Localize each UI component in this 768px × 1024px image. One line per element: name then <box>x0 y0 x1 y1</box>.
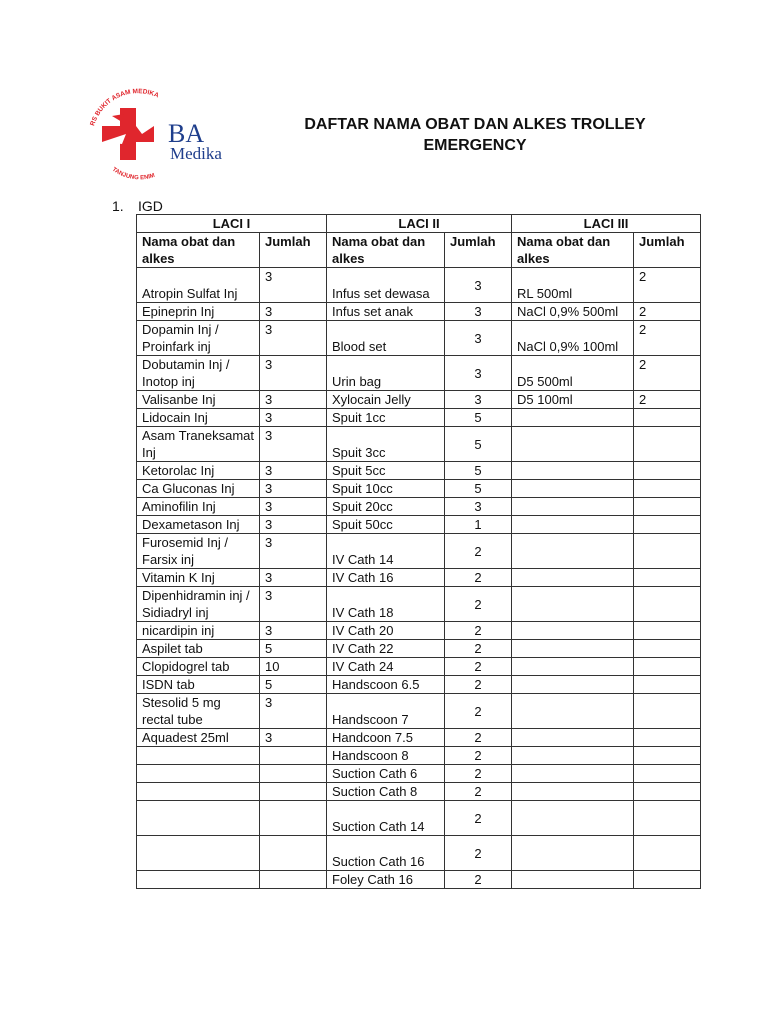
laci-3-item-name <box>512 676 634 694</box>
logo-seal-top: RS BUKIT ASAM MEDIKA <box>89 88 160 127</box>
laci-3-item-qty <box>634 729 701 747</box>
svg-text:TANJUNG ENIM <box>111 167 156 182</box>
laci-3-header: LACI III <box>512 215 701 233</box>
laci-2-item-qty: 3 <box>445 391 512 409</box>
laci-3-item-name <box>512 640 634 658</box>
laci-3-item-qty: 2 <box>634 268 701 303</box>
laci-2-name-header: Nama obat dan alkes <box>327 233 445 268</box>
table-row <box>137 498 701 516</box>
laci-1-item-name: Dobutamin Inj / Inotop inj <box>137 356 260 391</box>
laci-2-item-qty: 2 <box>445 729 512 747</box>
table-row <box>137 640 701 658</box>
laci-1-item-qty: 3 <box>260 480 327 498</box>
table-row <box>137 268 701 303</box>
laci-2-item-name: Infus set anak <box>327 303 445 321</box>
laci-1-item-name: Aquadest 25ml <box>137 729 260 747</box>
laci-3-item-qty <box>634 587 701 622</box>
laci-1-item-name: Lidocain Inj <box>137 409 260 427</box>
laci-3-item-qty <box>634 516 701 534</box>
table-row <box>137 587 701 622</box>
laci-3-qty-header: Jumlah <box>634 233 701 268</box>
laci-1-item-name: Aspilet tab <box>137 640 260 658</box>
laci-2-item-name: Blood set <box>327 321 445 356</box>
laci-2-item-name: Handcoon 7.5 <box>327 729 445 747</box>
laci-2-item-qty: 5 <box>445 409 512 427</box>
laci-3-item-qty <box>634 498 701 516</box>
laci-3-item-qty <box>634 658 701 676</box>
laci-2-item-name: Handscoon 7 <box>327 694 445 729</box>
laci-1-item-name: nicardipin inj <box>137 622 260 640</box>
laci-1-qty-header: Jumlah <box>260 233 327 268</box>
laci-1-item-qty <box>260 765 327 783</box>
laci-1-header: LACI I <box>137 215 327 233</box>
laci-2-item-qty: 2 <box>445 622 512 640</box>
table-row <box>137 694 701 729</box>
laci-1-item-qty: 3 <box>260 356 327 391</box>
laci-1-item-name: Asam Traneksamat Inj <box>137 427 260 462</box>
title-line-1: DAFTAR NAMA OBAT DAN ALKES TROLLEY <box>304 116 646 133</box>
laci-3-item-qty <box>634 801 701 836</box>
laci-1-item-name: Dipenhidramin inj / Sidiadryl inj <box>137 587 260 622</box>
laci-1-item-name: Stesolid 5 mg rectal tube <box>137 694 260 729</box>
laci-2-item-name: Foley Cath 16 <box>327 871 445 889</box>
laci-2-item-name: Urin bag <box>327 356 445 391</box>
laci-1-item-qty: 3 <box>260 587 327 622</box>
table-row <box>137 321 701 356</box>
laci-3-item-name <box>512 569 634 587</box>
laci-1-item-qty: 3 <box>260 534 327 569</box>
laci-2-item-name: Handscoon 8 <box>327 747 445 765</box>
table-row <box>137 516 701 534</box>
laci-3-item-qty <box>634 534 701 569</box>
laci-2-item-qty: 3 <box>445 321 512 356</box>
laci-2-item-name: Spuit 20cc <box>327 498 445 516</box>
laci-2-item-name: Suction Cath 8 <box>327 783 445 801</box>
table-row <box>137 462 701 480</box>
laci-3-item-qty <box>634 462 701 480</box>
title-line-2: EMERGENCY <box>423 137 527 154</box>
laci-1-item-qty: 3 <box>260 516 327 534</box>
table-row <box>137 783 701 801</box>
table-row <box>137 569 701 587</box>
laci-3-item-qty <box>634 676 701 694</box>
laci-1-item-name: Ca Gluconas Inj <box>137 480 260 498</box>
laci-2-item-qty: 2 <box>445 569 512 587</box>
laci-1-item-name: Dopamin Inj / Proinfark inj <box>137 321 260 356</box>
laci-3-item-qty <box>634 480 701 498</box>
laci-3-item-name <box>512 516 634 534</box>
laci-3-item-name <box>512 427 634 462</box>
laci-2-item-name: Spuit 10cc <box>327 480 445 498</box>
laci-3-item-name <box>512 783 634 801</box>
laci-2-item-qty: 2 <box>445 694 512 729</box>
laci-3-item-qty <box>634 836 701 871</box>
table-row <box>137 480 701 498</box>
table-row <box>137 747 701 765</box>
table-row <box>137 765 701 783</box>
laci-1-item-qty: 3 <box>260 622 327 640</box>
laci-1-name-header: Nama obat dan alkes <box>137 233 260 268</box>
laci-3-item-qty <box>634 783 701 801</box>
laci-2-item-qty: 1 <box>445 516 512 534</box>
laci-3-item-name <box>512 409 634 427</box>
laci-1-item-name: ISDN tab <box>137 676 260 694</box>
laci-3-item-name: RL 500ml <box>512 268 634 303</box>
laci-3-item-qty <box>634 622 701 640</box>
laci-2-item-qty: 5 <box>445 462 512 480</box>
laci-2-item-name: Spuit 50cc <box>327 516 445 534</box>
laci-1-item-qty: 3 <box>260 427 327 462</box>
page-title <box>270 114 680 156</box>
laci-2-item-name: Suction Cath 14 <box>327 801 445 836</box>
laci-2-item-qty: 3 <box>445 356 512 391</box>
laci-2-item-qty: 2 <box>445 783 512 801</box>
laci-2-item-name: IV Cath 16 <box>327 569 445 587</box>
laci-3-item-name <box>512 747 634 765</box>
laci-3-item-qty: 2 <box>634 391 701 409</box>
table-row <box>137 676 701 694</box>
laci-3-item-qty <box>634 640 701 658</box>
laci-1-item-name: Furosemid Inj / Farsix inj <box>137 534 260 569</box>
laci-2-item-qty: 2 <box>445 747 512 765</box>
laci-1-item-name: Atropin Sulfat Inj <box>137 268 260 303</box>
laci-2-item-qty: 2 <box>445 640 512 658</box>
laci-3-name-header: Nama obat dan alkes <box>512 233 634 268</box>
laci-1-item-qty <box>260 801 327 836</box>
laci-1-item-qty: 5 <box>260 676 327 694</box>
inventory-table <box>136 214 701 889</box>
laci-3-item-name <box>512 622 634 640</box>
table-row <box>137 356 701 391</box>
laci-3-item-qty: 2 <box>634 303 701 321</box>
laci-2-item-name: IV Cath 24 <box>327 658 445 676</box>
table-row <box>137 871 701 889</box>
laci-1-item-name <box>137 801 260 836</box>
laci-1-item-name: Ketorolac Inj <box>137 462 260 480</box>
laci-3-item-name <box>512 480 634 498</box>
laci-1-item-name: Valisanbe Inj <box>137 391 260 409</box>
laci-2-item-qty: 2 <box>445 871 512 889</box>
laci-2-header: LACI II <box>327 215 512 233</box>
section-number: 1. <box>112 198 124 214</box>
laci-1-item-name <box>137 783 260 801</box>
inventory-rows <box>137 268 701 889</box>
table-row <box>137 836 701 871</box>
laci-2-item-qty: 3 <box>445 268 512 303</box>
laci-3-item-name <box>512 658 634 676</box>
laci-2-item-qty: 3 <box>445 498 512 516</box>
laci-1-item-qty <box>260 836 327 871</box>
laci-2-item-qty: 2 <box>445 765 512 783</box>
table-row <box>137 801 701 836</box>
laci-3-item-name <box>512 836 634 871</box>
laci-3-item-name: NaCl 0,9% 500ml <box>512 303 634 321</box>
section-heading <box>112 198 163 214</box>
laci-3-item-qty <box>634 747 701 765</box>
laci-2-item-qty: 2 <box>445 836 512 871</box>
laci-1-item-qty: 3 <box>260 409 327 427</box>
laci-1-item-name: Dexametason Inj <box>137 516 260 534</box>
table-row <box>137 658 701 676</box>
laci-2-item-name: IV Cath 14 <box>327 534 445 569</box>
laci-2-item-name: Handscoon 6.5 <box>327 676 445 694</box>
laci-1-item-qty: 3 <box>260 303 327 321</box>
laci-2-item-qty: 5 <box>445 427 512 462</box>
laci-1-item-qty <box>260 871 327 889</box>
laci-1-item-name <box>137 747 260 765</box>
laci-1-item-qty <box>260 783 327 801</box>
table-row <box>137 427 701 462</box>
table-row <box>137 303 701 321</box>
laci-2-item-qty: 2 <box>445 658 512 676</box>
laci-3-item-name: NaCl 0,9% 100ml <box>512 321 634 356</box>
laci-2-item-qty: 2 <box>445 676 512 694</box>
laci-2-item-qty: 2 <box>445 534 512 569</box>
laci-1-item-name <box>137 871 260 889</box>
laci-3-item-qty <box>634 694 701 729</box>
section-label: IGD <box>138 198 163 214</box>
laci-2-item-qty: 2 <box>445 587 512 622</box>
laci-1-item-qty: 3 <box>260 729 327 747</box>
laci-1-item-qty: 5 <box>260 640 327 658</box>
laci-2-item-name: Spuit 3cc <box>327 427 445 462</box>
table-row <box>137 534 701 569</box>
laci-2-item-name: Xylocain Jelly <box>327 391 445 409</box>
table-row <box>137 391 701 409</box>
laci-2-item-name: IV Cath 20 <box>327 622 445 640</box>
laci-3-item-qty: 2 <box>634 321 701 356</box>
laci-1-item-qty: 3 <box>260 391 327 409</box>
laci-3-item-name <box>512 765 634 783</box>
laci-1-item-qty: 3 <box>260 498 327 516</box>
hospital-logo <box>82 86 252 186</box>
laci-1-item-qty: 3 <box>260 569 327 587</box>
logo-mark-icon <box>82 86 252 186</box>
laci-3-item-name <box>512 498 634 516</box>
laci-1-item-qty: 3 <box>260 321 327 356</box>
laci-1-item-qty: 3 <box>260 268 327 303</box>
laci-1-item-name: Epineprin Inj <box>137 303 260 321</box>
laci-2-item-qty: 2 <box>445 801 512 836</box>
table-row <box>137 409 701 427</box>
laci-1-item-name: Aminofilin Inj <box>137 498 260 516</box>
laci-3-item-qty <box>634 569 701 587</box>
laci-3-item-name: D5 100ml <box>512 391 634 409</box>
laci-1-item-name <box>137 765 260 783</box>
laci-3-item-name <box>512 534 634 569</box>
table-row <box>137 622 701 640</box>
laci-3-item-name <box>512 462 634 480</box>
laci-3-item-name <box>512 871 634 889</box>
laci-2-item-name: Infus set dewasa <box>327 268 445 303</box>
laci-3-item-qty <box>634 765 701 783</box>
laci-1-item-qty <box>260 747 327 765</box>
laci-1-item-name: Clopidogrel tab <box>137 658 260 676</box>
laci-2-item-name: Suction Cath 16 <box>327 836 445 871</box>
laci-1-item-name <box>137 836 260 871</box>
table-row <box>137 729 701 747</box>
logo-seal-bottom: TANJUNG ENIM <box>110 166 156 182</box>
logo-brand-top: BA <box>168 119 205 148</box>
laci-2-item-name: IV Cath 22 <box>327 640 445 658</box>
laci-2-qty-header: Jumlah <box>445 233 512 268</box>
logo-brand-bottom: Medika <box>170 144 222 163</box>
laci-3-item-name <box>512 694 634 729</box>
laci-3-item-name <box>512 729 634 747</box>
laci-2-item-qty: 5 <box>445 480 512 498</box>
laci-1-item-name: Vitamin K Inj <box>137 569 260 587</box>
laci-1-item-qty: 10 <box>260 658 327 676</box>
laci-3-item-name <box>512 801 634 836</box>
laci-3-item-name: D5 500ml <box>512 356 634 391</box>
laci-2-item-name: IV Cath 18 <box>327 587 445 622</box>
laci-3-item-qty: 2 <box>634 356 701 391</box>
laci-2-item-name: Spuit 1cc <box>327 409 445 427</box>
laci-1-item-qty: 3 <box>260 694 327 729</box>
laci-3-item-name <box>512 587 634 622</box>
laci-2-item-name: Suction Cath 6 <box>327 765 445 783</box>
laci-3-item-qty <box>634 427 701 462</box>
laci-2-item-qty: 3 <box>445 303 512 321</box>
laci-2-item-name: Spuit 5cc <box>327 462 445 480</box>
laci-3-item-qty <box>634 871 701 889</box>
laci-1-item-qty: 3 <box>260 462 327 480</box>
laci-3-item-qty <box>634 409 701 427</box>
